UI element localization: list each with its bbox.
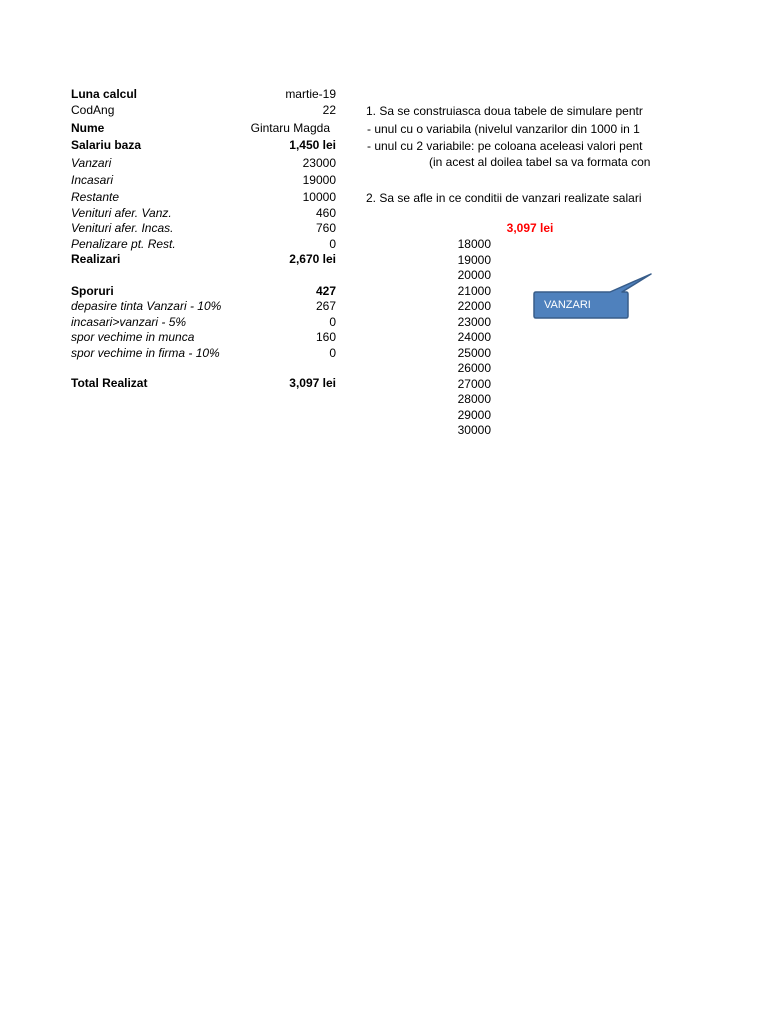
row-label: Restante bbox=[71, 190, 120, 204]
row-label: Nume bbox=[71, 121, 105, 135]
row-label: Salariu baza bbox=[71, 138, 142, 152]
simulation-value[interactable]: 23000 bbox=[457, 314, 491, 329]
sheet-row[interactable] bbox=[71, 190, 336, 206]
row-value: 427 bbox=[315, 284, 336, 298]
row-label: Incasari bbox=[71, 173, 114, 187]
row-label: Luna calcul bbox=[71, 87, 138, 101]
simulation-value[interactable]: 19000 bbox=[457, 252, 491, 267]
sheet-row[interactable] bbox=[71, 121, 336, 137]
sheet-row[interactable] bbox=[71, 252, 336, 268]
sheet-row[interactable] bbox=[71, 330, 336, 346]
row-value: 3,097 lei bbox=[289, 376, 336, 390]
row-value: Gintaru Magda bbox=[250, 121, 330, 135]
row-value: 19000 bbox=[302, 173, 336, 187]
task-line bbox=[340, 103, 690, 119]
sheet-row[interactable] bbox=[71, 156, 336, 172]
sheet-row[interactable] bbox=[71, 103, 336, 119]
task-text-line: - unul cu 2 variabile: pe coloana aceleasi valori pent bbox=[367, 139, 643, 153]
simulation-result[interactable]: 3,097 lei bbox=[506, 221, 554, 235]
row-label: Vanzari bbox=[71, 156, 112, 170]
row-value: 2,670 lei bbox=[289, 252, 336, 266]
sheet-row[interactable] bbox=[71, 268, 336, 284]
simulation-value[interactable]: 30000 bbox=[457, 423, 491, 437]
sheet-row[interactable] bbox=[71, 138, 336, 154]
row-value: 460 bbox=[315, 206, 336, 220]
row-value: 760 bbox=[315, 221, 336, 235]
sheet-row[interactable] bbox=[71, 221, 336, 237]
row-label: spor vechime in munca bbox=[71, 330, 195, 344]
row-value: 1,450 lei bbox=[289, 138, 336, 152]
sheet-row[interactable] bbox=[71, 299, 336, 315]
simulation-value[interactable]: 18000 bbox=[457, 237, 491, 251]
sheet-row[interactable] bbox=[71, 206, 336, 222]
simulation-value[interactable]: 24000 bbox=[457, 330, 491, 344]
row-label: Realizari bbox=[71, 252, 121, 266]
row-label: Penalizare pt. Rest. bbox=[71, 237, 176, 251]
sheet-row[interactable] bbox=[71, 284, 336, 300]
simulation-value[interactable]: 27000 bbox=[457, 376, 491, 391]
row-label: Total Realizat bbox=[71, 376, 148, 390]
simulation-value[interactable]: 25000 bbox=[457, 345, 491, 360]
simulation-value[interactable]: 26000 bbox=[457, 361, 491, 375]
row-value: 0 bbox=[329, 237, 336, 251]
row-value: 10000 bbox=[302, 190, 336, 204]
task-text-line: - unul cu o variabila (nivelul vanzarilor din 1000 in 1 bbox=[367, 122, 640, 136]
task-text-line: (in acest al doilea tabel sa va formata con bbox=[429, 155, 651, 169]
task-line bbox=[340, 190, 690, 206]
task-line bbox=[340, 138, 690, 154]
row-value: 267 bbox=[315, 299, 336, 313]
sheet-row[interactable] bbox=[71, 376, 336, 392]
simulation-value[interactable]: 20000 bbox=[457, 268, 491, 282]
sheet-row[interactable] bbox=[71, 315, 336, 331]
sheet-row[interactable] bbox=[71, 87, 336, 103]
task-text-line: 2. Sa se afle in ce conditii de vanzari realizate salari bbox=[366, 191, 642, 205]
row-value: 0 bbox=[329, 315, 336, 329]
row-value: 22 bbox=[322, 103, 336, 117]
task-text-line: 1. Sa se construiasca doua tabele de simulare pentr bbox=[366, 104, 643, 118]
row-value: 0 bbox=[329, 346, 336, 360]
task-line bbox=[340, 170, 690, 186]
sheet-row[interactable] bbox=[71, 173, 336, 189]
row-label: depasire tinta Vanzari - 10% bbox=[71, 299, 222, 313]
simulation-value[interactable]: 21000 bbox=[457, 283, 491, 298]
callout-label[interactable]: VANZARI bbox=[544, 299, 591, 311]
row-label: CodAng bbox=[71, 103, 115, 117]
simulation-value[interactable]: 22000 bbox=[457, 299, 491, 313]
row-label: incasari>vanzari - 5% bbox=[71, 315, 187, 329]
sheet-row[interactable] bbox=[71, 346, 336, 362]
row-label: Venituri afer. Vanz. bbox=[71, 206, 172, 220]
task-line bbox=[340, 154, 690, 170]
sheet-row[interactable] bbox=[71, 361, 336, 377]
row-value: 23000 bbox=[302, 156, 336, 170]
row-label: Sporuri bbox=[71, 284, 114, 298]
sheet-row[interactable] bbox=[71, 237, 336, 253]
simulation-value[interactable]: 29000 bbox=[457, 407, 491, 422]
simulation-value[interactable]: 28000 bbox=[457, 392, 491, 406]
row-label: Venituri afer. Incas. bbox=[71, 221, 174, 235]
task-line bbox=[340, 121, 690, 137]
row-value: 160 bbox=[315, 330, 336, 344]
row-label: spor vechime in firma - 10% bbox=[71, 346, 220, 360]
row-value: martie-19 bbox=[285, 87, 336, 101]
